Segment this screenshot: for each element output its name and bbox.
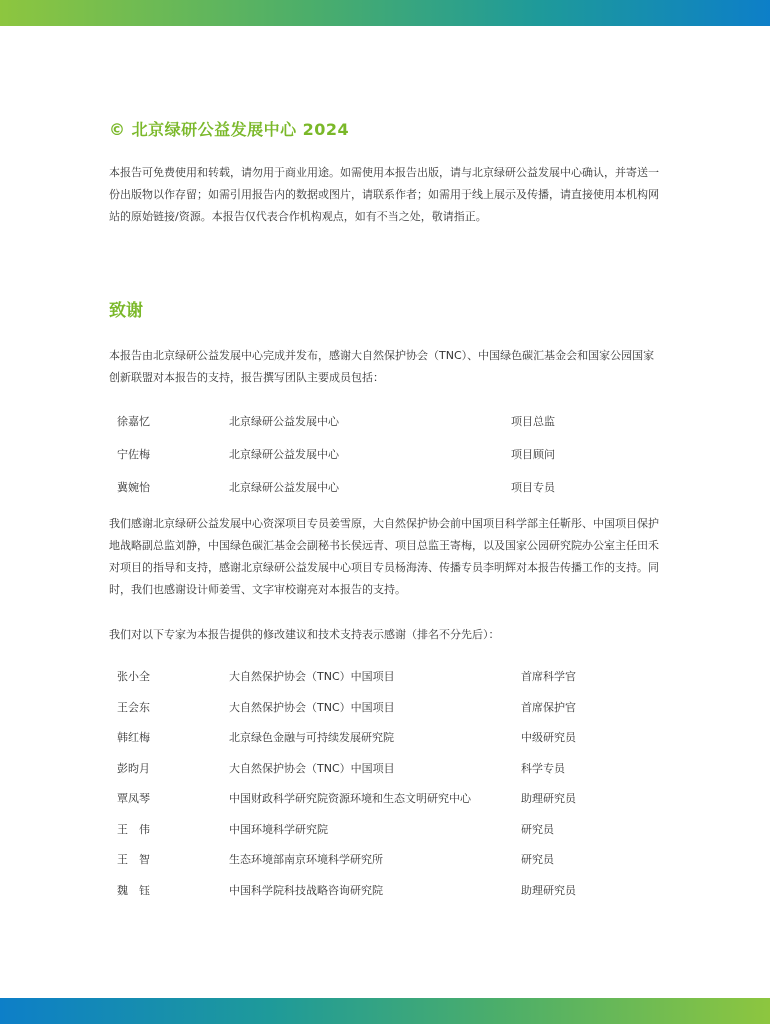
expert-role: 科学专员 [521,761,565,775]
expert-role: 研究员 [521,853,554,866]
expert-name: 覃凤琴 [117,792,150,805]
team-row [117,441,677,474]
expert-row [117,756,677,787]
expert-org: 大自然保护协会（TNC）中国项目 [229,670,395,683]
member-role: 项目专员 [511,481,555,494]
member-name: 冀婉怡 [117,481,150,494]
expert-name: 魏 钰 [117,883,150,897]
member-name: 徐嘉忆 [117,415,150,428]
member-role: 项目顾问 [511,448,555,461]
expert-name: 彭昀月 [117,761,150,775]
expert-table [117,664,677,908]
expert-name: 王 伟 [117,822,150,836]
team-row [117,474,677,507]
team-row [117,408,677,441]
expert-org: 中国财政科学研究院资源环境和生态文明研究中心 [229,792,471,805]
expert-name: 王会东 [117,700,150,714]
experts-intro: 我们对以下专家为本报告提供的修改建议和技术支持表示感谢（排名不分先后）： [109,628,500,641]
expert-row [117,725,677,756]
expert-row [117,817,677,848]
expert-org: 大自然保护协会（TNC）中国项目 [229,700,395,714]
expert-name: 韩红梅 [117,731,150,744]
expert-row [117,786,677,817]
expert-org: 中国环境科学研究院 [229,822,328,836]
expert-role: 助理研究员 [521,792,576,805]
expert-role: 首席科学官 [521,670,576,683]
member-org: 北京绿研公益发展中心 [229,448,339,461]
expert-row [117,695,677,726]
expert-org: 北京绿色金融与可持续发展研究院 [229,731,394,744]
member-org: 北京绿研公益发展中心 [229,481,339,494]
acknowledgement-title: 致谢 [109,301,143,321]
expert-role: 助理研究员 [521,883,576,897]
acknowledgement-intro: 本报告由北京绿研公益发展中心完成并发布，感谢大自然保护协会（TNC）、中国绿色碳汇基金会和国家公园国家创新联盟对本报告的支持，报告撰写团队主要成员包括： [109,349,655,384]
expert-row [117,847,677,878]
expert-row [117,878,677,909]
member-name: 宁佐梅 [117,448,150,461]
expert-name: 王 智 [117,853,150,866]
expert-org: 大自然保护协会（TNC）中国项目 [229,761,395,775]
expert-name: 张小全 [117,670,150,683]
member-role: 项目总监 [511,415,555,428]
expert-org: 中国科学院科技战略咨询研究院 [229,883,383,897]
expert-role: 中级研究员 [521,731,576,744]
expert-org: 生态环境部南京环境科学研究所 [229,853,383,866]
expert-row [117,664,677,695]
member-org: 北京绿研公益发展中心 [229,415,339,428]
top-gradient-bar [0,0,770,26]
acknowledgement-thanks: 我们感谢北京绿研公益发展中心资深项目专员姜雪原，大自然保护协会前中国项目科学部主任靳彤、中国项目保护地战略副总监刘静，中国绿色碳汇基金会副秘书长侯远青、项目总监王寄梅，以及国家公园研究院办公室主任田禾对项目的指导和支持，感谢北京绿研公益发展中心项目专员杨海涛、传播专员李明辉对本报告传播工作的支持。同时，我们也感谢设计师姜雪、文字审校谢亮对本报告的支持。 [109,517,659,596]
bottom-gradient-bar [0,998,770,1024]
expert-role: 首席保护官 [521,700,576,714]
expert-role: 研究员 [521,822,554,836]
copyright-text: 本报告可免费使用和转载，请勿用于商业用途。如需使用本报告出版，请与北京绿研公益发展中心确认，并寄送一份出版物以作存留；如需引用报告内的数据或图片，请联系作者；如需用于线上展示及传播，请直接使用本机构网站的原始链接/资源。本报告仅代表合作机构观点，如有不当之处，敬请指正。 [109,166,659,223]
copyright-title: © 北京绿研公益发展中心 2024 [109,120,350,139]
team-table [117,408,677,507]
